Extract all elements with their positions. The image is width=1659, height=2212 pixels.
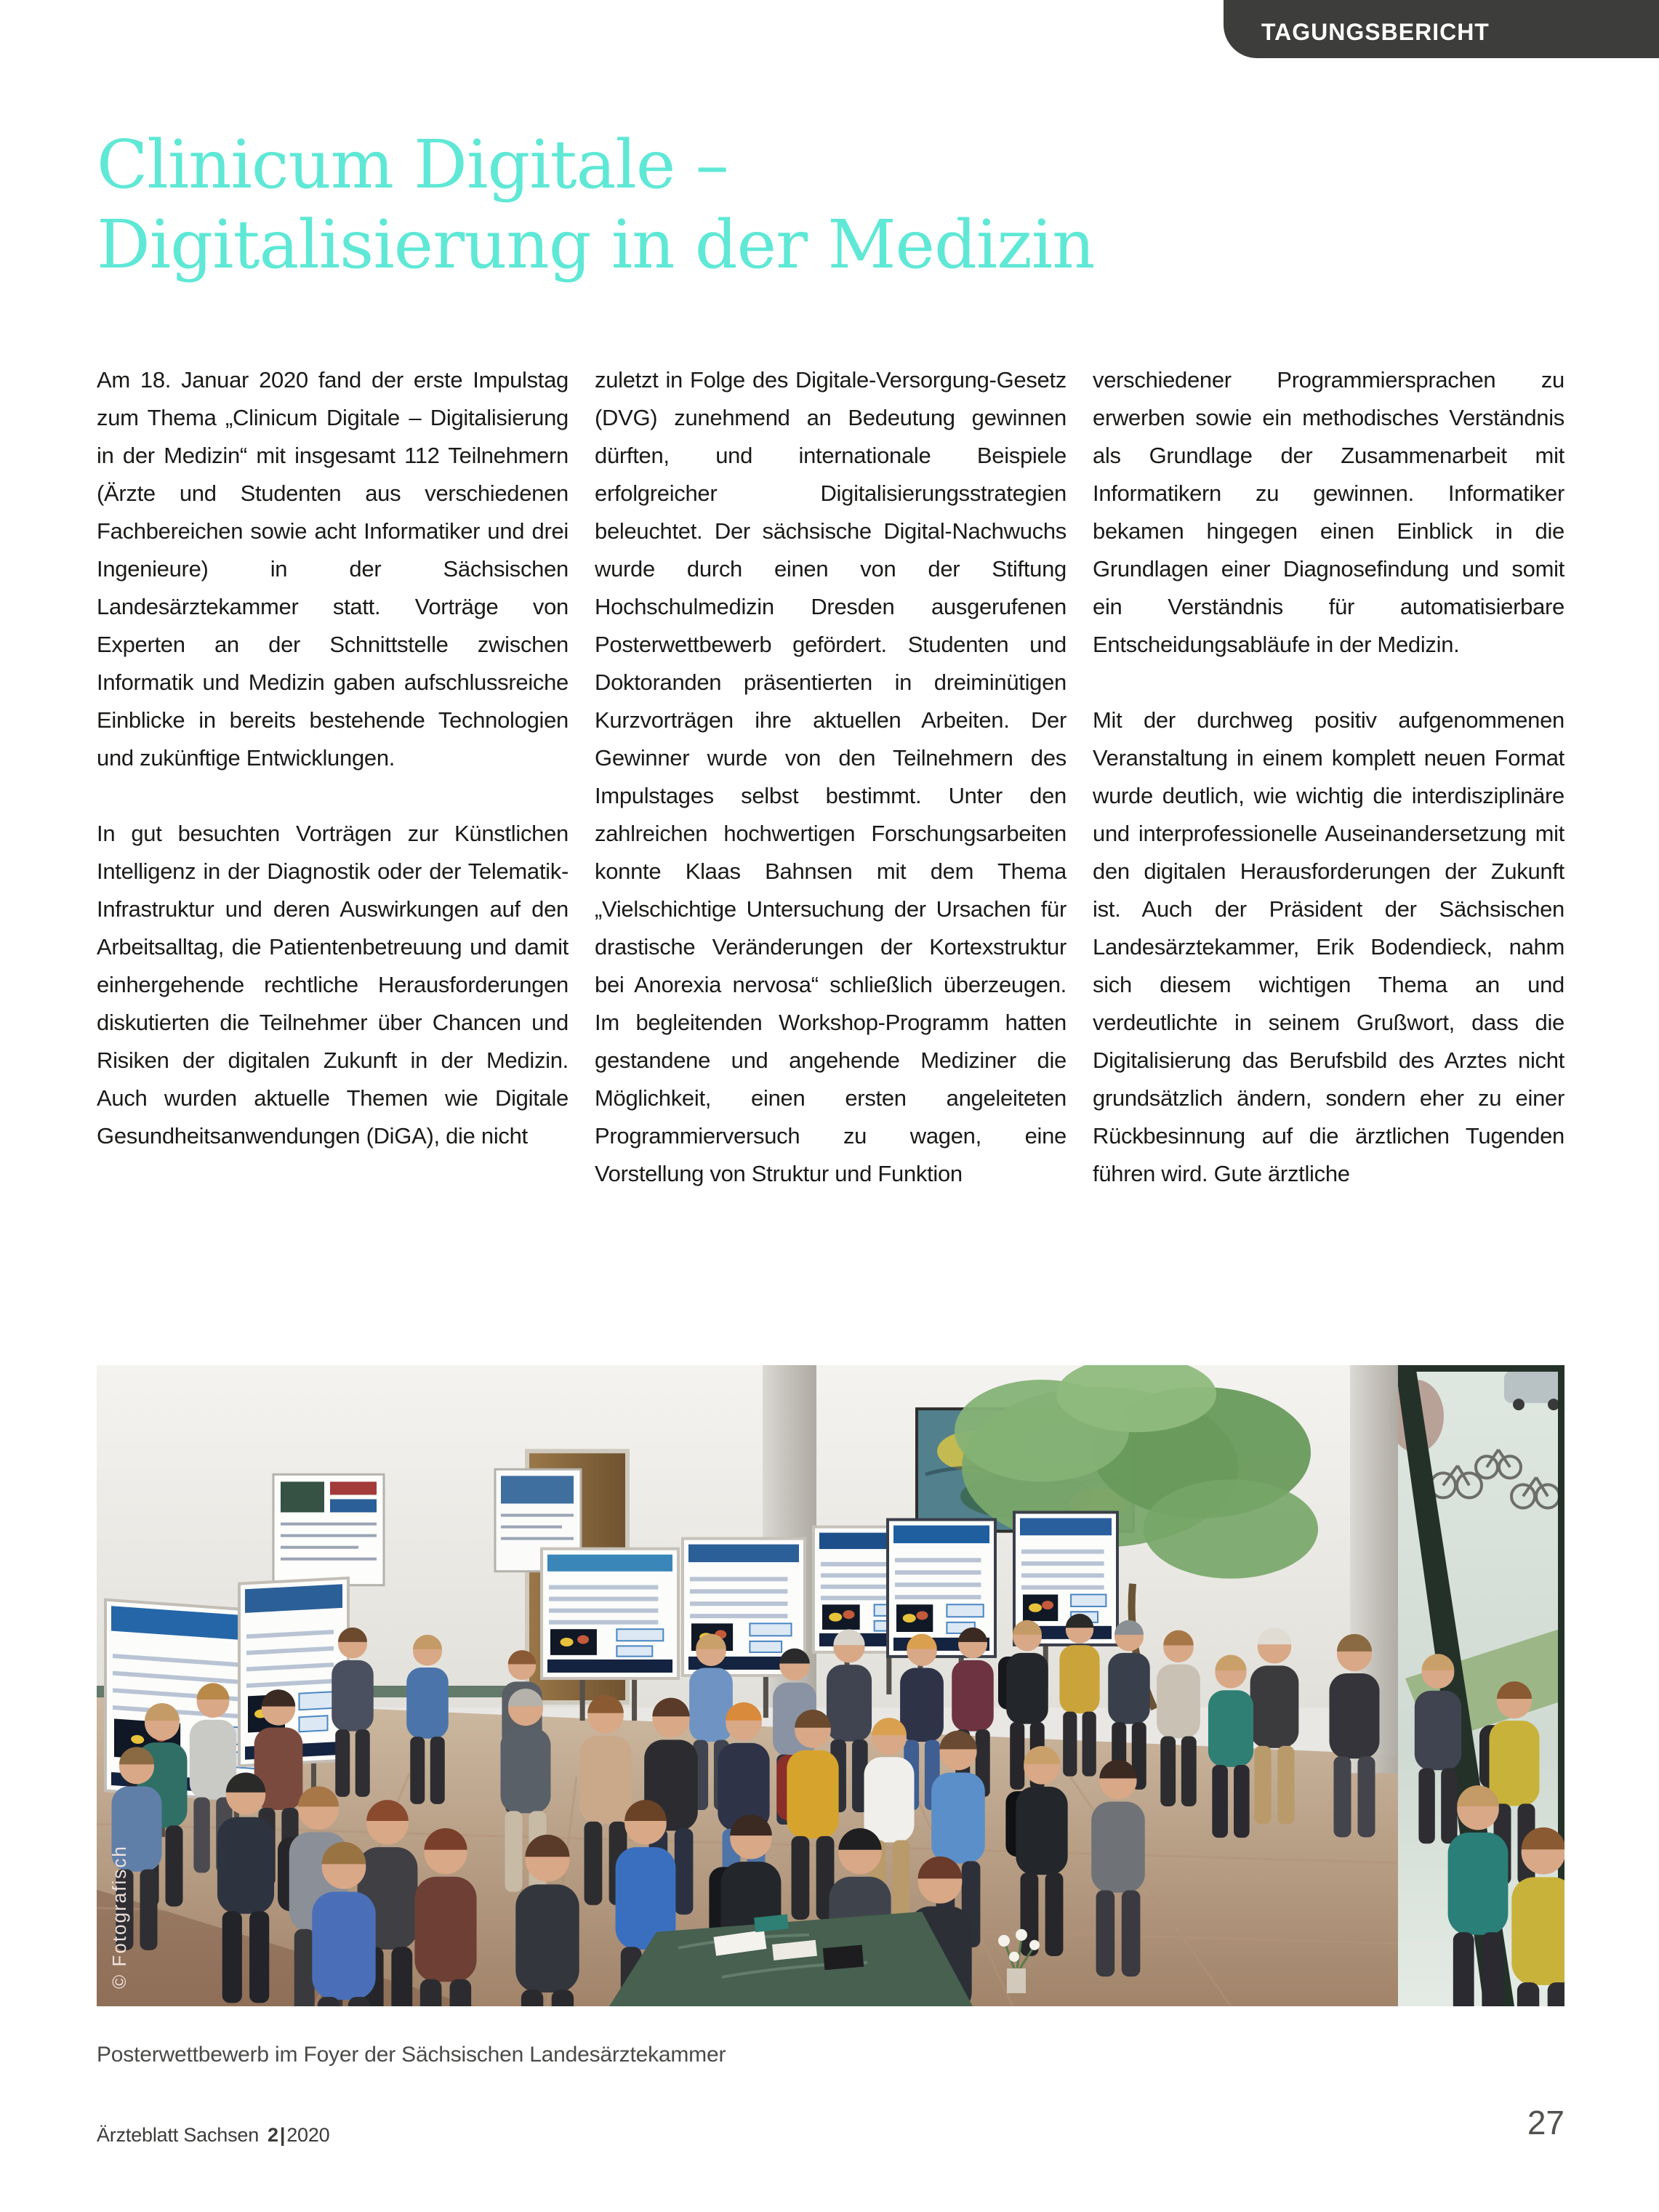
- photo-caption: Posterwettbewerb im Foyer der Sächsischen Landesärztekammer: [97, 2043, 726, 2067]
- page-title: [97, 125, 1478, 285]
- body-paragraph: verschiedener Programmiersprachen zu erwerben sowie ein methodisches Verständnis als Grundlage der Zusammenarbeit mit Informatikern zu gewinnen. Informatiker bekamen hingegen einen Einblick in die Grundlagen einer Diagnosefindung und somit ein Verständnis für automatisierbare Entscheidungsabläufe in der Medizin.: [1093, 367, 1564, 657]
- article-column-1: [97, 361, 569, 1328]
- photo-credit: © Fotografisch: [108, 1845, 130, 1989]
- event-photo: [97, 1365, 1564, 2006]
- parked-car: [1504, 1371, 1564, 1403]
- event-photo-illustration: [97, 1365, 1564, 2006]
- page-number: 27: [1527, 2104, 1564, 2141]
- body-paragraph: Mit der durchweg positiv aufgenommenen Veranstaltung in einem komplett neuen Format wurde deutlich, wie wichtig die interdisziplinäre und interprofessionelle Auseinandersetzung mit den digitalen Herausforderungen der Zukunft ist. Auch der Präsident der Sächsischen Landesärztekammer, Erik Bodendieck, nahm sich diesem wichtigen Thema an und verdeutlichte in seinem Grußwort, dass die Digitalisierung das Berufsbild des Arztes nicht grundsätzlich ändern, sondern eher zu einer Rückbesinnung auf die ärztlichen Tugenden führen wird. Gute ärztliche: [1093, 707, 1564, 1186]
- page-title-line1: Clinicum Digitale –: [97, 126, 728, 204]
- issue-number: 2: [268, 2124, 278, 2146]
- issue-separator: |: [279, 2124, 286, 2146]
- article-column-3: [1093, 361, 1564, 1328]
- body-paragraph: Am 18. Januar 2020 fand der erste Impulstag zum Thema „Clinicum Digitale – Digitalisierung in der Medizin“ mit insgesamt 112 Teilnehmern (Ärzte und Studenten aus verschiedenen Fachbereichen sowie acht Informatiker und drei Ingenieure) in der Sächsischen Landesärztekammer statt. Vorträge von Experten an der Schnittstelle zwischen Informatik und Medizin gaben aufschlussreiche Einblicke in bereits bestehende Technologien und zukünftige Entwicklungen.: [97, 367, 569, 771]
- body-paragraph: zuletzt in Folge des Digitale-Versorgung-Gesetz (DVG) zunehmend an Bedeutung gewinnen dürften, und internationale Beispiele erfolgreicher Digitalisierungsstrategien beleuchtet. Der sächsische Digital-Nachwuchs wurde durch einen von der Stiftung Hochschulmedizin Dresden ausgerufenen Posterwettbewerb gefördert. Studenten und Doktoranden präsentierten in dreiminütigen Kurzvorträgen ihre aktuellen Arbeiten. Der Gewinner wurde von den Teilnehmern des Impulstages selbst bestimmt. Unter den zahlreichen hochwertigen Forschungsarbeiten konnte Klaas Bahnsen mit dem Thema „Vielschichtige Untersuchung der Ursachen für drastische Veränderungen der Kortexstruktur bei Anorexia nervosa“ schließlich überzeugen. Im begleitenden Workshop-Programm hatten gestandene und angehende Mediziner die Möglichkeit, einen ersten angeleiteten Programmierversuch zu wagen, eine Vorstellung von Struktur und Funktion: [595, 367, 1066, 1186]
- article-column-2: [595, 361, 1066, 1328]
- issue-year: 2020: [286, 2124, 330, 2146]
- body-paragraph: In gut besuchten Vorträgen zur Künstlichen Intelligenz in der Diagnostik oder der Telematik-Infrastruktur und deren Auswirkungen auf den Arbeitsalltag, die Patientenbetreuung und damit einhergehende rechtliche Herausforderungen diskutierten die Teilnehmer über Chancen und Risiken der digitalen Zukunft in der Medizin. Auch wurden aktuelle Themen wie Digitale Gesundheitsanwendungen (DiGA), die nicht: [97, 821, 569, 1149]
- section-badge: TAGUNGSBERICHT: [1224, 0, 1659, 58]
- article-body: [97, 361, 1564, 1328]
- journal-name: Ärzteblatt Sachsen: [97, 2124, 260, 2146]
- page-title-line2: Digitalisierung in der Medizin: [97, 206, 1095, 283]
- journal-footer: [97, 2124, 329, 2147]
- wall-notice-board: [273, 1474, 384, 1585]
